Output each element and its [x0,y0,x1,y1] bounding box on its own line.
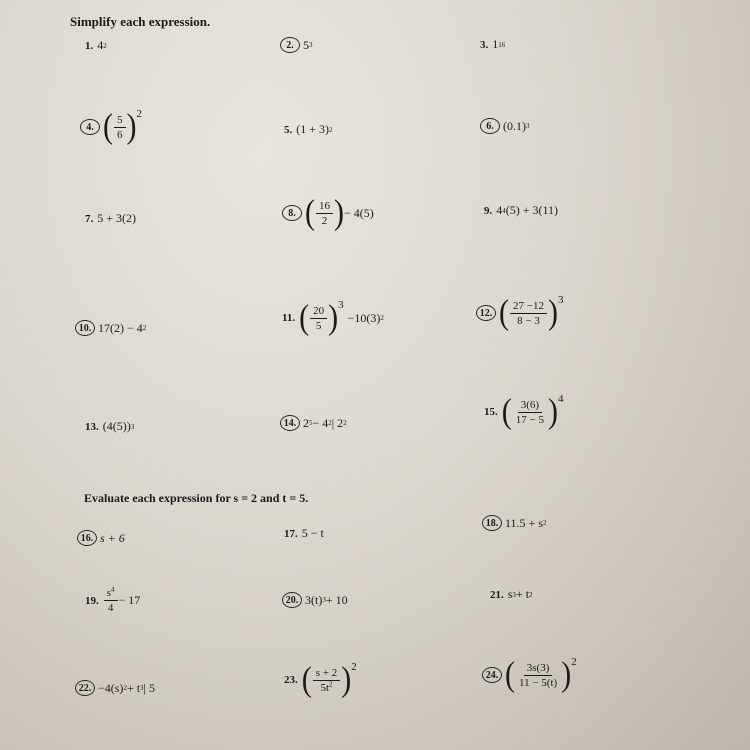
fraction: $\frac{3s(3)}{11 - 5(t)}$ [519,661,558,689]
fraction: $\frac{s + 2}{5t^2}$ [313,666,340,695]
problem-20: 20. 3(t) 3 + 10 [282,592,348,608]
problem-21: 21. s 3 + t 2 [490,587,533,601]
problem-12: 12. ( $\frac{27 -12}{8 - 3}$ ) 3 [476,298,563,328]
problem-18: 18. 11.5 + s 2 [482,515,547,531]
circled-number: 20. [282,592,302,608]
problem-23: 23. ( $\frac{s + 2}{5t^2}$ ) 2 [284,660,357,699]
problem-11: 11. ( $\frac{20}{5}$ ) 3 −10(3) 2 [282,298,384,337]
problem-13: 13. (4(5)) 3 [85,419,135,433]
fraction: $\frac{27 -12}{8 - 3}$ [510,299,547,328]
problem-4: 4. ( $\frac{5}{6}$ ) 2 [80,112,142,142]
problem-16: 16. s + 6 [77,530,125,546]
simplify-heading: Simplify each expression. [70,14,211,29]
fraction: $\frac{20}{5}$ [310,304,327,333]
problem-6: 6. (0.1) 3 [480,118,530,134]
problem-19: 19. $\frac{s^4}{4}$ − 17 [85,585,141,614]
problem-22: 22. −4(s) 2 + t 3 | 5 [75,680,155,696]
circled-number: 12. [476,305,496,321]
problem-8: 8. ( $\frac{16}{2}$ ) − 4(5) [282,198,374,228]
circled-number: 24. [482,667,502,683]
problem-3: 3. 1 16 [480,37,506,51]
circled-number: 4. [80,119,100,135]
circled-number: 2. [280,37,300,53]
problem-2: 2. 5 3 [280,37,313,53]
fraction: $\frac{s^4}{4}$ [104,586,118,615]
problem-5: 5. (1 + 3) 2 [284,122,333,136]
problem-17: 17. 5 − t [284,526,324,540]
problem-10: 10. 17(2) − 4 2 [75,320,146,336]
circled-number: 16. [77,530,97,546]
fraction: $\frac{3(6)}{17 - 5}$ [515,398,544,426]
problem-24: 24. ( $\frac{3s(3)}{11 - 5(t)}$ ) 2 [482,660,577,690]
problem-7: 7. 5 + 3(2) [85,211,137,225]
evaluate-heading: Evaluate each expression for s = 2 and t = 5. [84,491,309,505]
problem-15: 15. ( $\frac{3(6)}{17 - 5}$ ) 4 [484,392,564,431]
problem-1: 1. 4 2 [85,38,107,52]
circled-number: 18. [482,515,502,531]
circled-number: 14. [280,415,300,431]
fraction: $\frac{16}{2}$ [316,199,333,228]
circled-number: 6. [480,118,500,134]
circled-number: 22. [75,680,95,696]
problem-14: 14. 2 5 − 4 2 | 2 2 [280,415,347,431]
fraction: $\frac{5}{6}$ [114,113,126,142]
circled-number: 8. [282,205,302,221]
problem-9: 9. 4 4 (5) + 3(11) [484,203,559,217]
circled-number: 10. [75,320,95,336]
